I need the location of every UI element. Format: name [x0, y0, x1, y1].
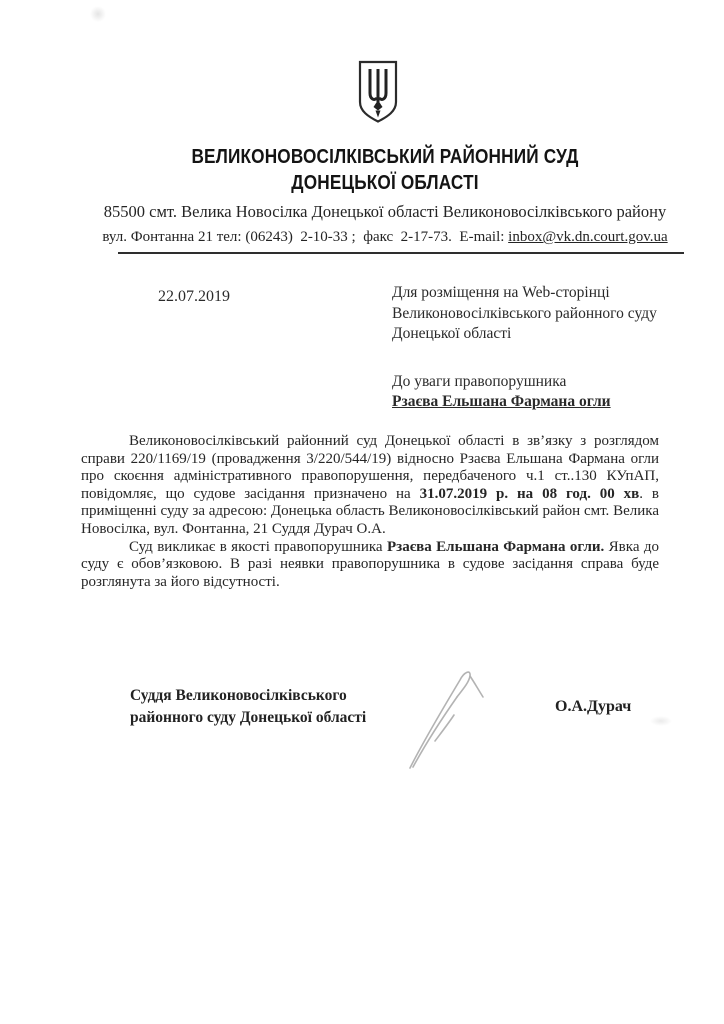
web-posting-note-line2: Великоновосілківського районного суду: [392, 304, 657, 322]
scan-smudge: [90, 6, 106, 22]
court-contact-line: [50, 229, 720, 246]
p1-text: Великоновосілківський районний суд Донецької області в зв’язку з розглядом справи 220/1169/19 (провадження 3/220/544/19) відносно Рзаєва Ельшана Фармана огли про скоєння адміністративного правопорушення, передбаченого ч.1 ст..130 КУпАП, повідомляє, що судове засідання призначено на: [81, 433, 659, 502]
offender-name-inline: Рзаєва Ельшана Фармана огли.: [387, 538, 605, 555]
court-email: inbox@vk.dn.court.gov.ua: [508, 229, 668, 245]
handwritten-signature: [398, 660, 493, 783]
scan-smudge: [650, 716, 672, 726]
contact-phone-fax: вул. Фонтанна 21 тел: (06243) 2-10-33 ; факс 2-17-73. E-mail:: [102, 229, 509, 245]
letter-body: [81, 433, 659, 591]
court-address: 85500 смт. Велика Новосілка Донецької області Великоновосілківського району: [103, 202, 667, 221]
p2-text-cont: Явка до суду є обов’язковою. В разі неявки правопорушника в судове засідання справа буде розглянута за його відсутності.: [81, 538, 660, 590]
body-paragraph-1: [81, 433, 659, 539]
ukraine-trident-emblem-icon: [356, 60, 400, 129]
judge-role-line1: Суддя Великоновосілківського: [130, 687, 347, 704]
p2-text: Суд викликає в якості правопорушника: [129, 538, 387, 555]
judge-role-block: [130, 685, 390, 728]
web-posting-note-line3: Донецької області: [392, 325, 512, 342]
court-name-heading: [50, 144, 720, 196]
judge-name: О.А.Дурач: [555, 698, 632, 715]
letterhead-separator-rule: [118, 252, 684, 254]
web-posting-note-line1: Для розміщення на Web-сторінці: [392, 284, 610, 301]
p1-text-cont: . в приміщенні суду за адресою: Донецька область Великоновосілківський район смт. Велика Новосілка, вул. Фонтанна, 21 Суддя Дурач О.А.: [81, 485, 659, 537]
court-name-line1: ВЕЛИКОНОВОСІЛКІВСЬКИЙ РАЙОННИЙ СУД: [191, 146, 579, 168]
hearing-datetime: 31.07.2019 р. на 08 год. 00 хв: [419, 485, 640, 502]
body-paragraph-2: [81, 539, 659, 592]
court-name-line2: ДОНЕЦЬКОЇ ОБЛАСТІ: [291, 172, 479, 194]
letter-date: 22.07.2019: [158, 288, 230, 305]
attention-label: До уваги правопорушника: [392, 372, 567, 390]
judge-role-line2: районного суду Донецької області: [130, 708, 367, 726]
recipient-block: [392, 283, 684, 413]
offender-name: Рзаєва Ельшана Фармана огли: [392, 393, 611, 410]
